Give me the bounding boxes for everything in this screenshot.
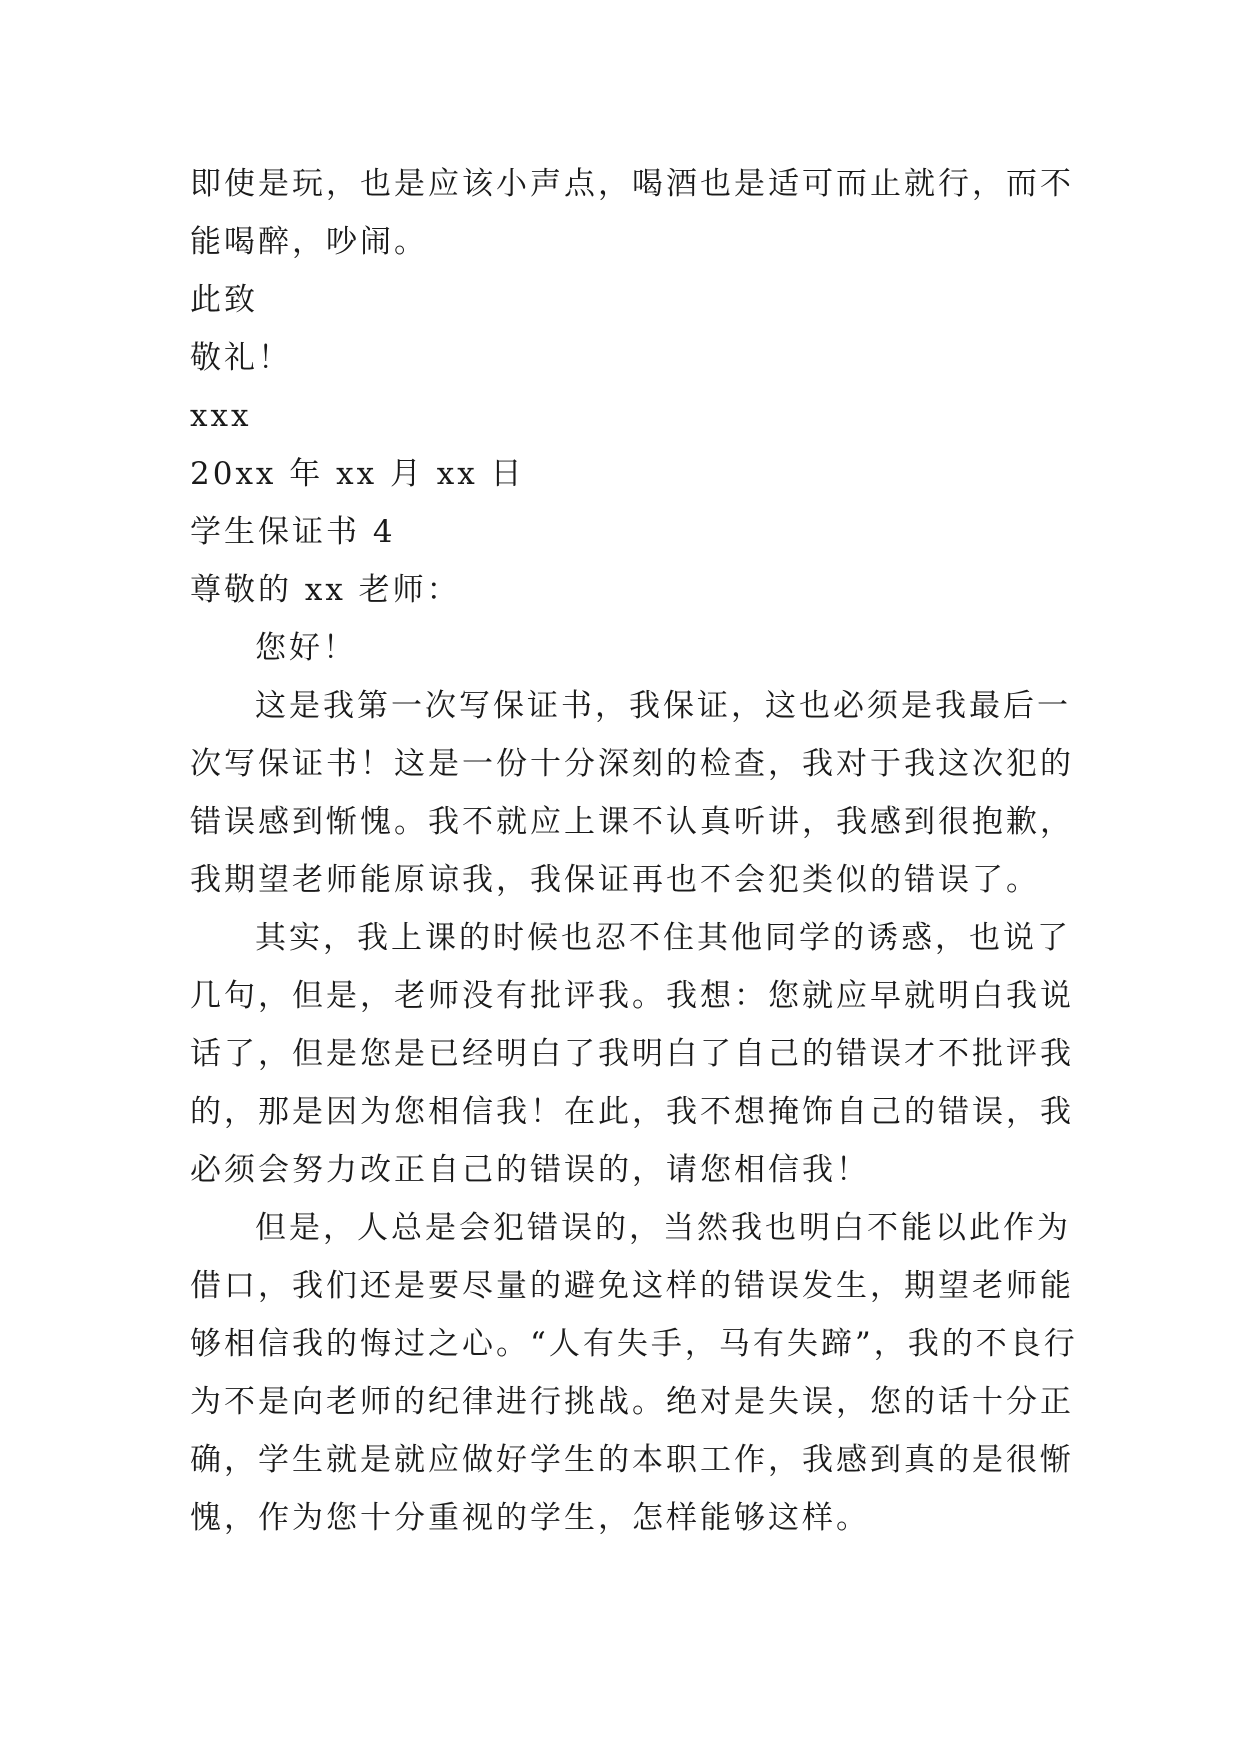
paragraph-line: 我期望老师能原谅我，我保证再也不会犯类似的错误了。	[190, 862, 1040, 898]
paragraph-line: 能喝醉，吵闹。	[190, 224, 428, 260]
paragraph-line: 话了，但是您是已经明白了我明白了自己的错误才不批评我	[190, 1036, 1074, 1072]
section-title: 学生保证书 4	[190, 514, 396, 550]
paragraph-line: 其实，我上课的时候也忍不住其他同学的诱惑，也说了	[255, 920, 1071, 956]
salutation: 尊敬的 xx 老师：	[190, 572, 461, 608]
date: 20xx 年 xx 月 xx 日	[190, 456, 525, 492]
paragraph-line: 错误感到惭愧。我不就应上课不认真听讲，我感到很抱歉，	[190, 804, 1074, 840]
paragraph-line: 几句，但是，老师没有批评我。我想：您就应早就明白我说	[190, 978, 1074, 1014]
greeting: 您好！	[255, 630, 357, 666]
paragraph-line: 为不是向老师的纪律进行挑战。绝对是失误，您的话十分正	[190, 1384, 1074, 1420]
paragraph-line: 借口，我们还是要尽量的避免这样的错误发生，期望老师能	[190, 1268, 1074, 1304]
paragraph-line: 这是我第一次写保证书，我保证，这也必须是我最后一	[255, 688, 1071, 724]
signature: xxx	[190, 398, 252, 434]
closing-line: 此致	[190, 282, 258, 318]
paragraph-line: 即使是玩，也是应该小声点，喝酒也是适可而止就行，而不	[190, 166, 1074, 202]
paragraph-line: 愧，作为您十分重视的学生，怎样能够这样。	[190, 1500, 870, 1536]
paragraph-line: 确，学生就是就应做好学生的本职工作，我感到真的是很惭	[190, 1442, 1074, 1478]
paragraph-line: 次写保证书！这是一份十分深刻的检查，我对于我这次犯的	[190, 746, 1074, 782]
paragraph-line: 但是，人总是会犯错误的，当然我也明白不能以此作为	[255, 1210, 1071, 1246]
closing-salute: 敬礼！	[190, 340, 292, 376]
paragraph-line: 的，那是因为您相信我！在此，我不想掩饰自己的错误，我	[190, 1094, 1074, 1130]
paragraph-line: 够相信我的悔过之心。“人有失手，马有失蹄”，我的不良行	[190, 1326, 1078, 1362]
paragraph-line: 必须会努力改正自己的错误的，请您相信我！	[190, 1152, 870, 1188]
